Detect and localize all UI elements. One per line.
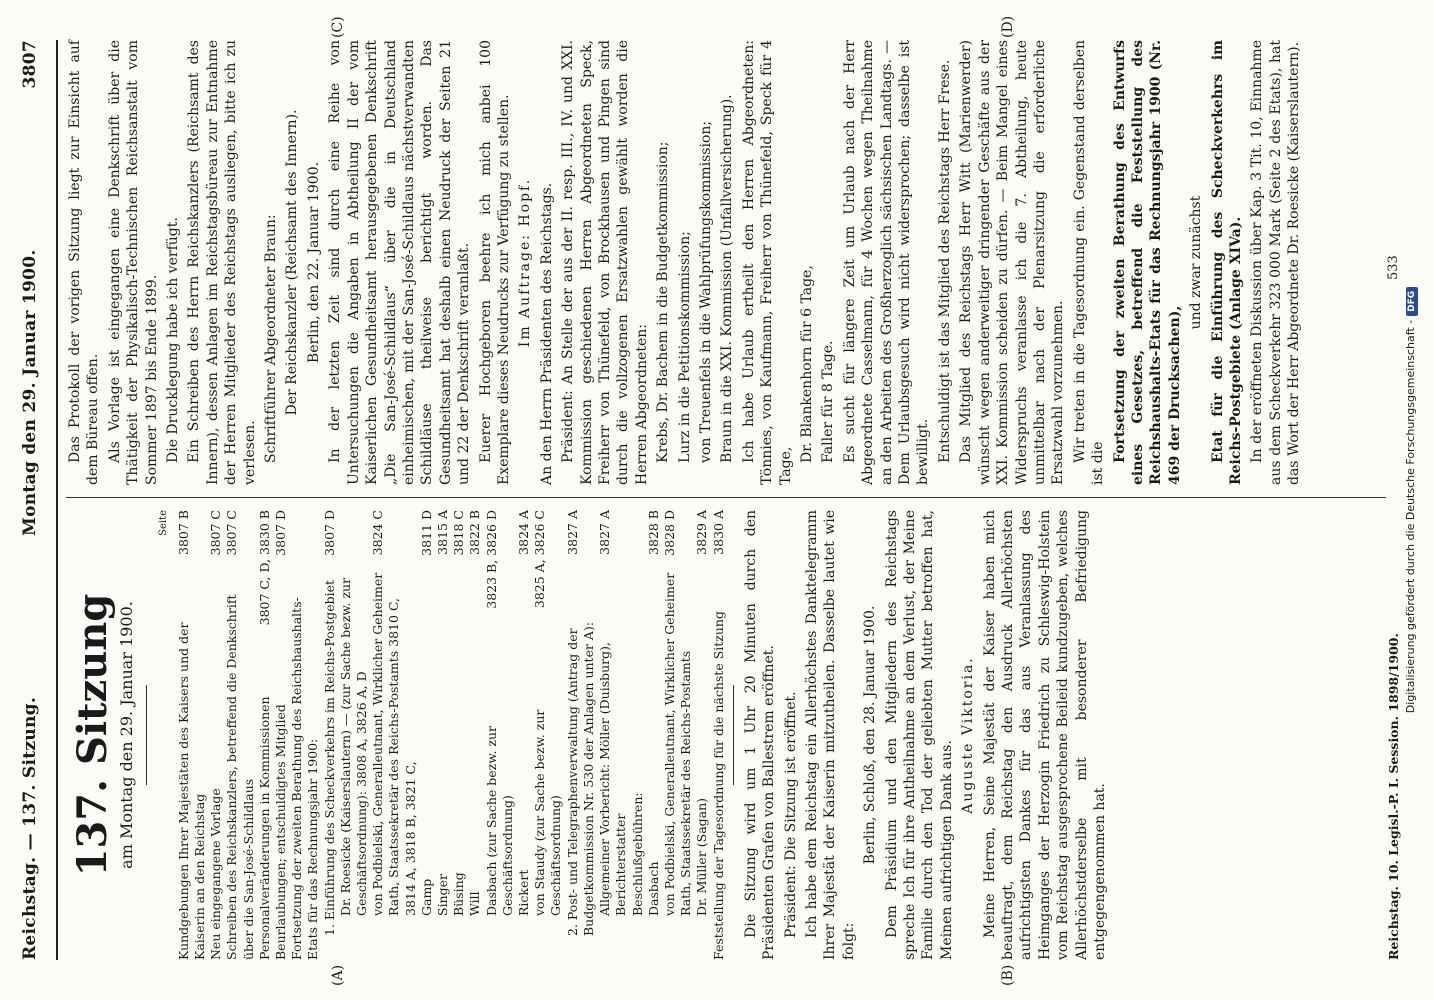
toc-entry-page xyxy=(338,510,370,562)
toc-seite-label: Seite xyxy=(158,510,170,536)
toc-entry xyxy=(322,510,338,960)
toc-entry-page: 3829 A xyxy=(694,510,710,555)
toc-entry xyxy=(419,510,435,960)
toc-entry-page: 3823 B, 3826 D xyxy=(483,510,499,609)
paragraph: Dr. Blankenhorn für 6 Tage, xyxy=(799,265,816,463)
toc-entry xyxy=(435,510,451,960)
paragraph: Als Vorlage ist eingegangen eine Denkschrift über die Thätigkeit der Physikalisch-Technischen Reichsanstalt vom Sommer 1897 bis Ende 1899. xyxy=(106,40,160,485)
toc-entry xyxy=(711,510,727,960)
toc-entry-title: Schreiben des Reichskanzlers, betreffend die Denkschrift über die San-José-Schildlaus xyxy=(224,594,256,960)
toc-entry-page: 3807 C, D, 3830 B xyxy=(256,510,272,626)
paragraph: In der letzten Zeit sind durch eine Reihe von Untersuchungen die Angaben in Abtheilung II der vom Kaiserlichen Gesundheitsamt herausgegebenen Denkschrift „Die San-José-Schildlaus“ über die in Deutschland einheimischen, mit der San-José-Schildlaus nächstverwandten Schildläuse theilweise berichtigt worden. Das Gesundheitsamt hat deshalb einen Neudruck der Seiten 21 und 22 der Denkschrift veranlaßt. xyxy=(327,40,473,485)
paragraph: Präsident: An Stelle der aus der II. resp. III., IV. und XXI. Kommission geschiedenen Herren Abgeordneten Speck, Freiherr von Thünefeld, von Brockhausen und Pingen sind durch die vollzogenen Ersatzwahlen gewählt worden die Herren Abgeordneten: xyxy=(560,40,650,485)
toc-entry-page: 3825 A, 3826 C xyxy=(532,510,548,609)
paragraph: Das Mitglied des Reichstags Herr Witt (Marienwerder) wünscht wegen anderweitiger dringender Geschäfte aus der XXI. Kommission scheiden zu dürfen. — Beim Mangel eines Widerspruchs veranlasse ich die 7. Abtheilung, heute unmittelbar nach der Plenarsitzung die erforderliche Ersatzwahl vorzunehmen. xyxy=(958,40,1067,485)
paragraph: An den Herrn Präsidenten des Reichstags. xyxy=(538,182,555,485)
paragraph: Es sucht für längere Zeit um Urlaub nach der Herr Abgeordnete Casselmann, für 4 Wochen wegen Theilnahme an den Arbeiten des Großherzoglich sächsischen Landtags. — Dem Urlaubsgesuch wird nicht widersprochen; dasselbe ist bewilligt. xyxy=(841,40,932,485)
paragraph: Krebs, Dr. Bachem in die Budgetkommission; xyxy=(655,141,672,463)
header-rule xyxy=(56,40,58,960)
toc-entry-title: Personalveränderungen in Kommissionen xyxy=(256,696,272,960)
toc-entry-page: 3827 A xyxy=(597,510,613,555)
margin-marker-b: (B) xyxy=(1000,964,1016,986)
toc-entry-title: Beurlaubungen; entschuldigtes Mitglied xyxy=(273,704,289,960)
digitization-note-text: Digitalisierung gefördert durch die Deutsche Forschungsgemeinschaft - xyxy=(1404,319,1417,714)
toc-entry xyxy=(565,510,597,960)
session-date: am Montag den 29. Januar 1900. xyxy=(117,601,136,869)
toc-rule xyxy=(733,685,734,785)
toc-entry-title: Kundgebungen Ihrer Majestäten des Kaisers und der Kaiserin an den Reichstag xyxy=(175,622,208,960)
toc-entry-page: 3828 B xyxy=(645,510,661,555)
title-rule xyxy=(146,685,147,785)
paragraph: In der eröffneten Diskussion über Kap. 3 Tit. 10, Einnahme aus dem Scheckverkehr 323 000 Mark (Seite 2 des Etats), hat das Wort der Herr Abgeordnete Dr. Roesicke (Kaiserslautern). xyxy=(1249,40,1303,485)
running-header-left: Reichstag. — 137. Sitzung. xyxy=(20,696,40,960)
toc-entry xyxy=(451,510,467,960)
paragraph: Die Sitzung wird um 1 Uhr 20 Minuten durch den Präsidenten Grafen von Ballestrem eröffnet. xyxy=(742,510,778,960)
paragraph: Lurz in die Petitionskommission; xyxy=(676,231,693,463)
footer-session-line: Reichstag. 10. Legisl.-P. I. Session. 1898/1900. xyxy=(1386,633,1401,960)
paragraph: Die Drucklegung habe ich verfügt. xyxy=(165,217,182,463)
toc-entry xyxy=(467,510,483,960)
left-column xyxy=(66,510,1112,960)
paragraph: Wir treten in die Tagesordnung ein. Gegenstand derselben ist die xyxy=(1071,40,1107,485)
toc-entry-title: Dasbach xyxy=(645,861,661,916)
toc-entry xyxy=(176,510,208,960)
column-divider xyxy=(66,497,1386,498)
margin-marker-c: (C) xyxy=(330,16,346,38)
right-body-text xyxy=(66,40,1304,485)
toc-entry-title: von Podbielski, Generalleutnant, Wirklicher Geheimer Rath, Staatssekretär des Reichs-Postamts xyxy=(661,572,694,916)
paragraph: Fortsetzung der zweiten Berathung des Entwurfs eines Gesetzes, betreffend die Feststellung des Reichshaushalts-Etats für das Rechnungsjahr 1900 (Nr. 469 der Drucksachen), xyxy=(1111,40,1183,485)
paragraph: Braun in die XXI. Kommission (Unfallversicherung). xyxy=(719,94,736,463)
dfg-logo: DFG xyxy=(1406,287,1418,316)
toc-entry-title: 2. Post- und Telegraphenverwaltung (Antrag der Budgetkommission Nr. 530 der Anlagen unter A): xyxy=(564,621,596,936)
paragraph: Dem Präsidium und den Mitgliedern des Reichstags spreche Ich für ihre Antheilnahme an dem Verlust, der Meine Familie durch den Tod der geliebten Mutter betroffen hat, Meinen aufrichtigen Dank aus. xyxy=(883,510,955,960)
paragraph: Euerer Hochgeboren beehre ich mich anbei 100 Exemplare dieses Neudrucks zur Verfügung zu stellen. xyxy=(477,40,512,485)
paragraph: Der Reichskanzler (Reichsamt des Innern). xyxy=(284,109,301,416)
toc-entry-page: 3815 A xyxy=(435,510,451,555)
left-body-text xyxy=(742,510,1110,960)
toc-entry-title: Singer xyxy=(435,874,451,916)
toc-entry-title: Rickert xyxy=(516,869,532,916)
paragraph: Im Auftrage: Hopf. xyxy=(517,177,534,348)
toc-entry xyxy=(694,510,710,960)
toc-entry xyxy=(630,510,646,960)
toc-entry-title: Büsing xyxy=(451,872,467,916)
paragraph: Schriftführer Abgeordneter Braun: xyxy=(263,214,280,463)
toc-entry-page: 3807 C xyxy=(208,510,224,556)
paragraph: Berlin, den 22. Januar 1900. xyxy=(305,161,322,364)
paragraph: Das Protokoll der vorigen Sitzung liegt zur Einsicht auf dem Büreau offen. xyxy=(67,40,102,485)
toc-entry-page: 3811 D xyxy=(418,510,434,556)
toc-entry xyxy=(516,510,532,960)
toc-entry-title: Dr. Müller (Sagan) xyxy=(694,797,710,916)
toc-entry xyxy=(532,510,564,960)
margin-marker-d: (D) xyxy=(1000,15,1016,38)
toc-entry-title: Fortsetzung der zweiten Berathung des Reichshaushalts-Etats für das Rechnungsjahr 1900: xyxy=(289,597,321,960)
right-column xyxy=(66,40,1307,485)
toc-entry-page: 3824 A xyxy=(516,510,532,555)
session-number: 137. Sitzung xyxy=(69,593,116,877)
toc-entry-page: 3827 A xyxy=(564,510,580,555)
paragraph: Faller für 8 Tage. xyxy=(820,340,837,463)
table-of-contents xyxy=(176,510,727,960)
toc-entry-page: 3807 D xyxy=(321,510,337,556)
toc-entry-page: 3807 B xyxy=(175,510,191,555)
toc-entry xyxy=(370,510,419,960)
running-header-date: Montag den 29. Januar 1900. xyxy=(20,249,40,537)
toc-entry-page: 3822 B xyxy=(467,510,483,555)
toc-entry xyxy=(273,510,289,960)
margin-marker-a: (A) xyxy=(330,964,346,986)
toc-entry-page: 3807 D xyxy=(273,510,289,556)
toc-entry xyxy=(224,510,256,960)
paragraph: Etat für die Einführung des Scheckverkehrs im Reichs-Postgebiete (Anlage XIVa). xyxy=(1209,40,1244,485)
toc-entry-page xyxy=(630,510,646,562)
toc-entry xyxy=(597,510,629,960)
paragraph: Ich habe Urlaub ertheilt den Herren Abgeordneten: Tönnies, von Kaufmann, Freiherr von Thünefeld, Speck für 4 Tage, xyxy=(740,40,794,485)
paragraph: und zwar zunächst xyxy=(1188,195,1205,330)
toc-entry-title: Neu eingegangene Vorlage xyxy=(208,788,224,960)
toc-entry-title: Dasbach (zur Sache bezw. zur Geschäftsordnung) xyxy=(483,725,515,916)
toc-entry-title: Allgemeiner Vorbericht: Möller (Duisburg), Berichterstatter xyxy=(597,642,629,916)
toc-entry-title: Will xyxy=(467,891,483,916)
toc-entry xyxy=(289,510,321,960)
toc-entry-title: 1. Einführung des Scheckverkehrs im Reichs-Postgebiet xyxy=(321,579,337,936)
toc-entry-title: Beschlußgebühren: xyxy=(629,792,645,916)
paragraph: Ich habe dem Reichstag ein Allerhöchstes Danktelegramm Ihrer Majestät der Kaiserin mitzutheilen. Dasselbe lautet wie folgt: xyxy=(803,510,857,960)
folio-number: 533 xyxy=(1386,255,1401,280)
toc-entry xyxy=(208,510,224,960)
paragraph: Berlin, Schloß, den 28. Januar 1900. xyxy=(862,605,879,865)
paragraph: Auguste Viktoria. xyxy=(960,656,977,814)
toc-entry xyxy=(646,510,662,960)
paragraph: Entschuldigt ist das Mitglied des Reichstags Herr Frese. xyxy=(936,59,953,463)
toc-entry-page: 3830 A xyxy=(710,510,726,555)
toc-entry-title: Gamp xyxy=(418,878,434,916)
toc-entry xyxy=(662,510,694,960)
toc-entry xyxy=(484,510,516,960)
toc-entry-page xyxy=(289,510,321,562)
paragraph: Meine Herren, Seine Majestät der Kaiser haben mich beauftragt, dem Reichstag den Ausdruck Allerhöchsten aufrichtigsten Dankes für das aus Veranlassung des Heimganges der Herzogin Friedrich zu Schleswig-Holstein vom Reichstag ausgesprochene Beileid kundzugeben, welches Allerhöchstderselbe mit besonderer Befriedigung entgegengenommen hat. xyxy=(981,510,1109,960)
toc-entry-page: 3807 C xyxy=(224,510,240,556)
toc-entry-title: Feststellung der Tagesordnung für die nächste Sitzung xyxy=(710,611,726,960)
paragraph: Ein Schreiben des Herrn Reichskanzlers (Reichsamt des Innern), dessen Anlagen im Reichstagsbüreau zur Entnahme der Herren Mitglieder des Reichstags ausliegen, bitte ich zu verlesen. xyxy=(186,40,258,485)
toc-entry-page: 3828 D xyxy=(661,510,677,556)
paragraph: Präsident: Die Sitzung ist eröffnet. xyxy=(782,691,799,938)
digitization-note xyxy=(1404,20,1418,980)
toc-entry xyxy=(257,510,273,960)
paragraph: von Treuenfels in die Wahlprüfungskommission; xyxy=(698,120,714,463)
toc-entry xyxy=(338,510,370,960)
page-number: 3807 xyxy=(20,40,40,89)
toc-entry-title: von Staudy (zur Sache bezw. zur Geschäftsordnung) xyxy=(532,709,564,916)
toc-entry-page: 3824 C xyxy=(370,510,386,556)
toc-entry-title: von Podbielski, Generalleutnant, Wirklicher Geheimer Rath, Staatssekretär des Reichs-Postamts 3810 C, 3814 A, 3818 B, 3821 C, xyxy=(370,572,418,916)
toc-entry-page: 3818 C xyxy=(451,510,467,556)
running-header xyxy=(8,40,52,960)
toc-entry-title: Dr. Roesicke (Kaiserslautern) — (zur Sache bezw. zur Geschäftsordnung): 3808 A, 3826 A, D xyxy=(337,577,370,916)
